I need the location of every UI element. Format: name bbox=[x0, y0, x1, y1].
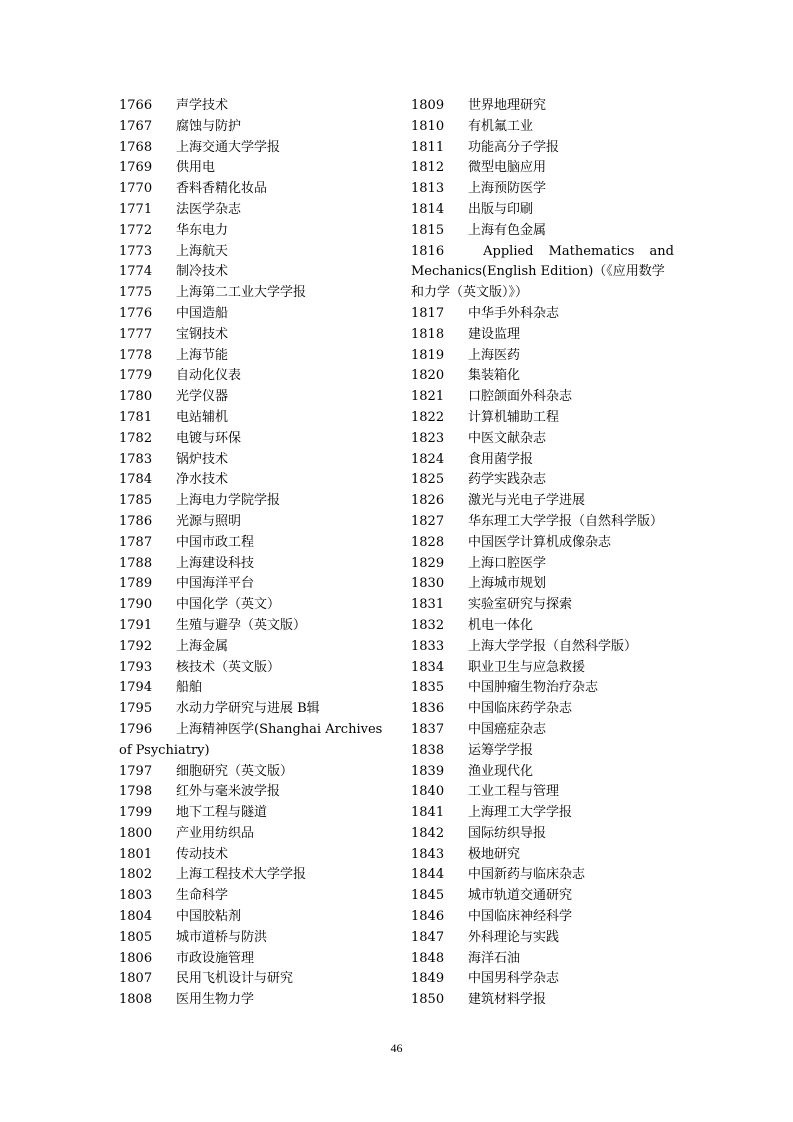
entry-1816-line2: Mechanics(English Edition)（《应用数学 bbox=[411, 264, 665, 280]
list-item bbox=[119, 865, 384, 886]
list-item bbox=[119, 949, 384, 970]
entry-number: 1805 bbox=[119, 929, 153, 945]
list-item bbox=[119, 221, 384, 242]
entry-number: 1839 bbox=[411, 763, 445, 779]
entry-1816-word2: Mathematics bbox=[548, 243, 635, 259]
entry-number: 1798 bbox=[119, 784, 153, 800]
entry-number: 1837 bbox=[411, 721, 445, 737]
entry-title: 中国癌症杂志 bbox=[468, 721, 547, 737]
entry-number: 1787 bbox=[119, 534, 153, 550]
entry-number: 1818 bbox=[411, 326, 445, 342]
page-number: 46 bbox=[390, 1041, 403, 1055]
entry-number: 1828 bbox=[411, 534, 445, 550]
entry-number: 1795 bbox=[119, 701, 153, 717]
list-item bbox=[411, 658, 674, 679]
entry-title: 上海工程技术大学学报 bbox=[176, 867, 307, 883]
list-item bbox=[119, 429, 384, 450]
entry-title: 渔业现代化 bbox=[468, 763, 534, 779]
entry-number: 1830 bbox=[411, 576, 445, 592]
entry-title: 地下工程与隧道 bbox=[176, 805, 268, 821]
entry-title: 电镀与环保 bbox=[176, 430, 242, 446]
list-item bbox=[119, 533, 384, 554]
list-item bbox=[119, 990, 384, 1011]
entry-number: 1836 bbox=[411, 701, 445, 717]
list-item bbox=[411, 429, 674, 450]
entry-title: 激光与光电子学进展 bbox=[468, 493, 586, 509]
list-item bbox=[119, 158, 384, 179]
entry-number: 1778 bbox=[119, 347, 153, 363]
left-column bbox=[119, 96, 384, 1011]
entry-number: 1823 bbox=[411, 430, 445, 446]
list-item bbox=[411, 782, 674, 803]
entry-number: 1793 bbox=[119, 659, 153, 675]
list-item bbox=[119, 242, 384, 263]
entry-number: 1779 bbox=[119, 368, 153, 384]
list-item bbox=[411, 325, 674, 346]
entry-number: 1792 bbox=[119, 638, 153, 654]
entry-title: 中国化学（英文） bbox=[176, 597, 281, 613]
entry-title: 传动技术 bbox=[176, 846, 229, 862]
entry-title: 上海精神医学(Shanghai Archives bbox=[176, 721, 383, 737]
entry-title: 中国造船 bbox=[176, 305, 229, 321]
entry-title: 上海口腔医学 bbox=[468, 555, 547, 571]
list-item bbox=[119, 824, 384, 845]
entry-number: 1767 bbox=[119, 118, 153, 134]
list-item bbox=[411, 969, 674, 990]
list-item bbox=[119, 678, 384, 699]
list-item bbox=[411, 574, 674, 595]
list-item bbox=[411, 616, 674, 637]
entry-title: 中华手外科杂志 bbox=[468, 305, 560, 321]
entry-number: 1791 bbox=[119, 617, 153, 633]
entry-title: 工业工程与管理 bbox=[468, 784, 560, 800]
entry-title: 光源与照明 bbox=[176, 513, 242, 529]
list-item bbox=[411, 595, 674, 616]
entry-number: 1841 bbox=[411, 805, 445, 821]
entry-number: 1789 bbox=[119, 576, 153, 592]
right-list-b bbox=[411, 304, 674, 1011]
entry-number: 1812 bbox=[411, 160, 445, 176]
entry-number: 1813 bbox=[411, 181, 445, 197]
entry-title: 民用飞机设计与研究 bbox=[176, 971, 294, 987]
entry-number: 1842 bbox=[411, 825, 445, 841]
list-item bbox=[411, 408, 674, 429]
entry-number: 1819 bbox=[411, 347, 445, 363]
entry-title: 锅炉技术 bbox=[176, 451, 229, 467]
entry-number: 1826 bbox=[411, 493, 445, 509]
entry-title: 船舶 bbox=[176, 680, 203, 696]
entry-number: 1809 bbox=[411, 98, 445, 113]
list-item bbox=[411, 699, 674, 720]
entry-title: 集装箱化 bbox=[468, 368, 521, 384]
entry-title: 供用电 bbox=[176, 160, 216, 176]
entry-title: 上海节能 bbox=[176, 347, 229, 363]
entry-title: 上海有色金属 bbox=[468, 222, 547, 238]
list-item bbox=[119, 886, 384, 907]
entry-number: 1781 bbox=[119, 409, 153, 425]
list-item bbox=[411, 803, 674, 824]
list-item bbox=[119, 491, 384, 512]
entry-title: 中国医学计算机成像杂志 bbox=[468, 534, 612, 550]
entry-number: 1850 bbox=[411, 992, 445, 1008]
list-item bbox=[119, 637, 384, 658]
entry-number: 1834 bbox=[411, 659, 445, 675]
entry-number: 1816 bbox=[411, 243, 445, 259]
entry-title: 国际纺织导报 bbox=[468, 825, 547, 841]
entry-number: 1811 bbox=[411, 139, 445, 155]
list-item bbox=[411, 346, 674, 367]
entry-number: 1801 bbox=[119, 846, 153, 862]
entry-number: 1782 bbox=[119, 430, 153, 446]
entry-title: 自动化仪表 bbox=[176, 368, 242, 384]
entry-title: 华东理工大学学报（自然科学版） bbox=[468, 513, 664, 529]
list-item bbox=[411, 96, 674, 117]
entry-1816-word3: and bbox=[649, 243, 674, 259]
entry-number: 1824 bbox=[411, 451, 445, 467]
entry-number: 1840 bbox=[411, 784, 445, 800]
list-item bbox=[119, 616, 384, 637]
entry-title: 上海金属 bbox=[176, 638, 229, 654]
entry-title: 中国胶粘剂 bbox=[176, 909, 242, 925]
list-item bbox=[411, 450, 674, 471]
list-item bbox=[119, 138, 384, 159]
entry-number: 1844 bbox=[411, 867, 445, 883]
list-item bbox=[411, 366, 674, 387]
entry-title: 实验室研究与探索 bbox=[468, 597, 573, 613]
list-item bbox=[119, 96, 384, 117]
list-item bbox=[411, 470, 674, 491]
entry-title: 中国市政工程 bbox=[176, 534, 255, 550]
entry-title: 香料香精化妆品 bbox=[176, 181, 268, 197]
list-item bbox=[119, 512, 384, 533]
list-item bbox=[119, 554, 384, 575]
entry-number: 1788 bbox=[119, 555, 153, 571]
entry-title: 上海电力学院学报 bbox=[176, 493, 281, 509]
entry-title: 产业用纺织品 bbox=[176, 825, 255, 841]
entry-number: 1797 bbox=[119, 763, 153, 779]
list-item bbox=[119, 658, 384, 679]
entry-number: 1810 bbox=[411, 118, 445, 134]
entry-title: 上海城市规划 bbox=[468, 576, 547, 592]
entry-1816-line1 bbox=[411, 242, 674, 263]
entry-title: 核技术（英文版） bbox=[176, 659, 281, 675]
entry-1816-line3: 和力学（英文版）》） bbox=[411, 285, 529, 301]
list-item bbox=[119, 574, 384, 595]
entry-title: 运筹学学报 bbox=[468, 742, 534, 758]
right-list-a bbox=[411, 96, 674, 242]
list-item bbox=[119, 262, 384, 283]
list-item bbox=[119, 762, 384, 783]
list-item bbox=[119, 283, 384, 304]
list-item bbox=[411, 886, 674, 907]
entry-title: 食用菌学报 bbox=[468, 451, 534, 467]
entry-title-continuation: of Psychiatry) bbox=[119, 742, 210, 758]
entry-number: 1843 bbox=[411, 846, 445, 862]
list-item bbox=[119, 782, 384, 803]
entry-title: 上海医药 bbox=[468, 347, 521, 363]
entry-title: 城市道桥与防洪 bbox=[176, 929, 268, 945]
entry-title: 上海预防医学 bbox=[468, 181, 547, 197]
entry-number: 1773 bbox=[119, 243, 153, 259]
entry-title: 水动力学研究与进展 B辑 bbox=[176, 701, 320, 717]
entry-title: 中医文献杂志 bbox=[468, 430, 547, 446]
entry-number: 1849 bbox=[411, 971, 445, 987]
entry-number: 1766 bbox=[119, 98, 153, 113]
list-item bbox=[411, 554, 674, 575]
list-item bbox=[119, 179, 384, 200]
list-item bbox=[119, 325, 384, 346]
list-item bbox=[119, 699, 384, 720]
right-column bbox=[411, 96, 674, 1011]
entry-number: 1784 bbox=[119, 472, 153, 488]
entry-title: 建设监理 bbox=[468, 326, 521, 342]
entry-number: 1845 bbox=[411, 888, 445, 904]
entry-number: 1770 bbox=[119, 181, 153, 197]
entry-title: 法医学杂志 bbox=[176, 201, 242, 217]
entry-number: 1817 bbox=[411, 305, 445, 321]
list-item bbox=[411, 158, 674, 179]
entry-number: 1769 bbox=[119, 160, 153, 176]
entry-title: 上海大学学报（自然科学版） bbox=[468, 638, 638, 654]
list-item bbox=[411, 678, 674, 699]
entry-1816 bbox=[411, 242, 674, 304]
entry-title: 生命科学 bbox=[176, 888, 229, 904]
list-item bbox=[411, 221, 674, 242]
entry-title: 中国海洋平台 bbox=[176, 576, 255, 592]
entry-title: 微型电脑应用 bbox=[468, 160, 547, 176]
list-item bbox=[411, 907, 674, 928]
entry-number: 1821 bbox=[411, 389, 445, 405]
entry-title: 上海建设科技 bbox=[176, 555, 255, 571]
entry-number: 1804 bbox=[119, 909, 153, 925]
entry-title: 上海航天 bbox=[176, 243, 229, 259]
entry-title: 腐蚀与防护 bbox=[176, 118, 242, 134]
list-item bbox=[119, 200, 384, 221]
entry-number: 1815 bbox=[411, 222, 445, 238]
entry-number: 1831 bbox=[411, 597, 445, 613]
entry-number: 1832 bbox=[411, 617, 445, 633]
list-item bbox=[411, 138, 674, 159]
entry-title: 世界地理研究 bbox=[468, 98, 547, 113]
entry-title: 宝钢技术 bbox=[176, 326, 229, 342]
entry-number: 1774 bbox=[119, 264, 153, 280]
entry-number: 1796 bbox=[119, 721, 153, 737]
entry-number: 1802 bbox=[119, 867, 153, 883]
entry-number: 1775 bbox=[119, 285, 153, 301]
entry-number: 1846 bbox=[411, 909, 445, 925]
entry-number: 1848 bbox=[411, 950, 445, 966]
list-item bbox=[411, 491, 674, 512]
entry-number: 1833 bbox=[411, 638, 445, 654]
entry-title: 药学实践杂志 bbox=[468, 472, 547, 488]
list-item bbox=[411, 720, 674, 741]
list-item bbox=[119, 595, 384, 616]
list-item bbox=[119, 969, 384, 990]
entry-number: 1835 bbox=[411, 680, 445, 696]
list-item bbox=[119, 450, 384, 471]
list-item bbox=[411, 949, 674, 970]
list-item bbox=[411, 865, 674, 886]
entry-title: 生殖与避孕（英文版） bbox=[176, 617, 307, 633]
entry-number: 1808 bbox=[119, 992, 153, 1008]
entry-number: 1827 bbox=[411, 513, 445, 529]
list-item bbox=[119, 346, 384, 367]
entry-title: 出版与印刷 bbox=[468, 201, 534, 217]
entry-title: 口腔颌面外科杂志 bbox=[468, 389, 573, 405]
list-item bbox=[119, 366, 384, 387]
entry-number: 1820 bbox=[411, 368, 445, 384]
list-item bbox=[411, 179, 674, 200]
entry-title: 净水技术 bbox=[176, 472, 229, 488]
entry-title: 声学技术 bbox=[176, 98, 229, 113]
list-item bbox=[119, 803, 384, 824]
list-item bbox=[411, 928, 674, 949]
list-item bbox=[411, 990, 674, 1011]
list-item bbox=[119, 907, 384, 928]
entry-number: 1776 bbox=[119, 305, 153, 321]
entry-title: 外科理论与实践 bbox=[468, 929, 560, 945]
entry-number: 1772 bbox=[119, 222, 153, 238]
list-item bbox=[411, 824, 674, 845]
list-item bbox=[411, 387, 674, 408]
entry-title: 中国临床药学杂志 bbox=[468, 701, 573, 717]
entry-number: 1806 bbox=[119, 950, 153, 966]
entry-title: 上海交通大学学报 bbox=[176, 139, 281, 155]
list-item bbox=[411, 304, 674, 325]
entry-title: 红外与毫米波学报 bbox=[176, 784, 281, 800]
entry-title: 光学仪器 bbox=[176, 389, 229, 405]
entry-number: 1790 bbox=[119, 597, 153, 613]
entry-number: 1786 bbox=[119, 513, 153, 529]
entry-number: 1825 bbox=[411, 472, 445, 488]
list-item bbox=[411, 637, 674, 658]
list-item bbox=[119, 117, 384, 138]
list-item bbox=[411, 200, 674, 221]
list-item bbox=[411, 117, 674, 138]
entry-title: 机电一体化 bbox=[468, 617, 534, 633]
entry-number: 1829 bbox=[411, 555, 445, 571]
entry-number: 1822 bbox=[411, 409, 445, 425]
entry-title: 功能高分子学报 bbox=[468, 139, 560, 155]
list-item bbox=[411, 512, 674, 533]
entry-title: 极地研究 bbox=[468, 846, 521, 862]
entry-title: 职业卫生与应急救援 bbox=[468, 659, 586, 675]
entry-title: 城市轨道交通研究 bbox=[468, 888, 573, 904]
entry-title: 海洋石油 bbox=[468, 950, 521, 966]
entry-title: 上海第二工业大学学报 bbox=[176, 285, 307, 301]
list-item bbox=[411, 533, 674, 554]
entry-number: 1785 bbox=[119, 493, 153, 509]
entry-number: 1799 bbox=[119, 805, 153, 821]
list-item bbox=[119, 845, 384, 866]
entry-title: 制冷技术 bbox=[176, 264, 229, 280]
entry-title: 中国肿瘤生物治疗杂志 bbox=[468, 680, 599, 696]
entry-title: 有机氟工业 bbox=[468, 118, 534, 134]
list-item bbox=[119, 470, 384, 491]
entry-number: 1814 bbox=[411, 201, 445, 217]
list-item bbox=[411, 845, 674, 866]
entry-title: 电站辅机 bbox=[176, 409, 229, 425]
entry-title: 计算机辅助工程 bbox=[468, 409, 560, 425]
entry-title: 中国男科学杂志 bbox=[468, 971, 560, 987]
entry-number: 1771 bbox=[119, 201, 153, 217]
entry-number: 1847 bbox=[411, 929, 445, 945]
list-item bbox=[119, 408, 384, 429]
list-item bbox=[119, 928, 384, 949]
entry-title: 市政设施管理 bbox=[176, 950, 255, 966]
entry-number: 1807 bbox=[119, 971, 153, 987]
list-item bbox=[119, 387, 384, 408]
entry-title: 华东电力 bbox=[176, 222, 229, 238]
entry-title: 细胞研究（英文版） bbox=[176, 763, 294, 779]
entry-number: 1838 bbox=[411, 742, 445, 758]
entry-title: 建筑材料学报 bbox=[468, 992, 547, 1008]
entry-number: 1800 bbox=[119, 825, 153, 841]
list-item bbox=[411, 762, 674, 783]
entry-number: 1777 bbox=[119, 326, 153, 342]
entry-number: 1794 bbox=[119, 680, 153, 696]
list-item bbox=[411, 741, 674, 762]
entry-number: 1780 bbox=[119, 389, 153, 405]
entry-title: 上海理工大学学报 bbox=[468, 805, 573, 821]
entry-title: 中国临床神经科学 bbox=[468, 909, 573, 925]
entry-number: 1768 bbox=[119, 139, 153, 155]
list-item bbox=[119, 304, 384, 325]
list-item bbox=[119, 720, 384, 741]
entry-number: 1783 bbox=[119, 451, 153, 467]
entry-number: 1803 bbox=[119, 888, 153, 904]
entry-title: 医用生物力学 bbox=[176, 992, 255, 1008]
entry-title: 中国新药与临床杂志 bbox=[468, 867, 586, 883]
entry-1816-word1: Applied bbox=[483, 243, 534, 259]
